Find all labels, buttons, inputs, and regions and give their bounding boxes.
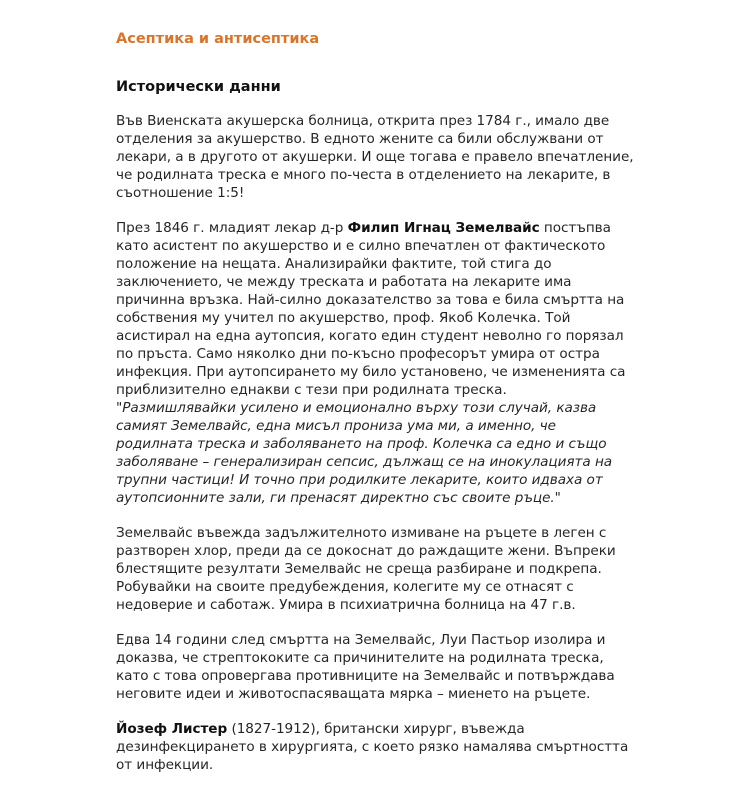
document-title: Асептика и антисептика	[116, 31, 320, 47]
paragraph-vienna-hospital: Във Виенската акушерска болница, открита през 1784 г., имало две отделения за акушерство. В едното жените са били обслужвани от лекари, а в другото от акушерки. И още тогава е правело впечатление, че родилната треска е много по-честа в отделението на лекарите, в съотношение 1:5!	[116, 113, 634, 201]
paragraph-semmelweis-intro	[116, 219, 636, 399]
paragraph-chlorine-handwashing: Земелвайс въвежда задължителното измиване на ръцете в леген с разтворен хлор, преди да се докоснат до раждащите жени. Въпреки блестящите резултати Земелвайс не среща разбиране и подкрепа. Робувайки на своите предубеждения, колегите му се отнасят с недоверие и саботаж. Умира в психиатрична болница на 47 г.в.	[116, 525, 616, 613]
person-name-semmelweis: Филип Игнац Земелвайс	[347, 220, 540, 236]
semmelweis-quote: "Размишлявайки усилено и емоционално върху този случай, казва самият Земелвайс, една мисъл прониза ума ми, а именно, че родилната треска и заболяването на проф. Колечка са едно и също заболяване – генерализиран сепсис, дължащ се на инокулацията на трупни частици! И точно при родилките лекарите, които идваха от аутопсионните зали, ги пренасят директно със своите ръце."	[116, 400, 613, 506]
document-page	[116, 28, 636, 791]
section-heading: Исторически данни	[116, 79, 281, 95]
person-name-lister: Йозеф Листер	[116, 721, 228, 737]
paragraph-text: През 1846 г. младият лекар д-р	[116, 220, 348, 236]
paragraph-pasteur: Едва 14 години след смъртта на Земелвайс, Луи Пастьор изолира и доказва, че стрептококите са причинителите на родилната треска, като с това опровергава противниците на Земелвайс и потвърждава неговите идеи и животоспасяващата мярка – миенето на ръцете.	[116, 632, 615, 702]
paragraph-lister	[116, 720, 636, 774]
paragraph-text: постъпва като асистент по акушерство и е силно впечатлен от фактическото положение на нещата. Анализирайки фактите, той стига до заключението, че между треската и работата на лекарите има причинна връзка. Най-силно доказателство за това е била смъртта на собствения му учител по акушерство, проф. Якоб Колечка. Той асистирал на една аутопсия, когато един студент неволно го порязал по пръста. Само няколко дни по-късно професорът умира от остра инфекция. При аутопсирането му било установено, че измененията са приблизително еднакви с тези при родилната треска.	[116, 220, 626, 398]
paragraph-text: (1827-1912), британски хирург, въвежда дезинфекцирането в хирургията, с което рязко намалява смъртността от инфекции.	[116, 721, 629, 773]
